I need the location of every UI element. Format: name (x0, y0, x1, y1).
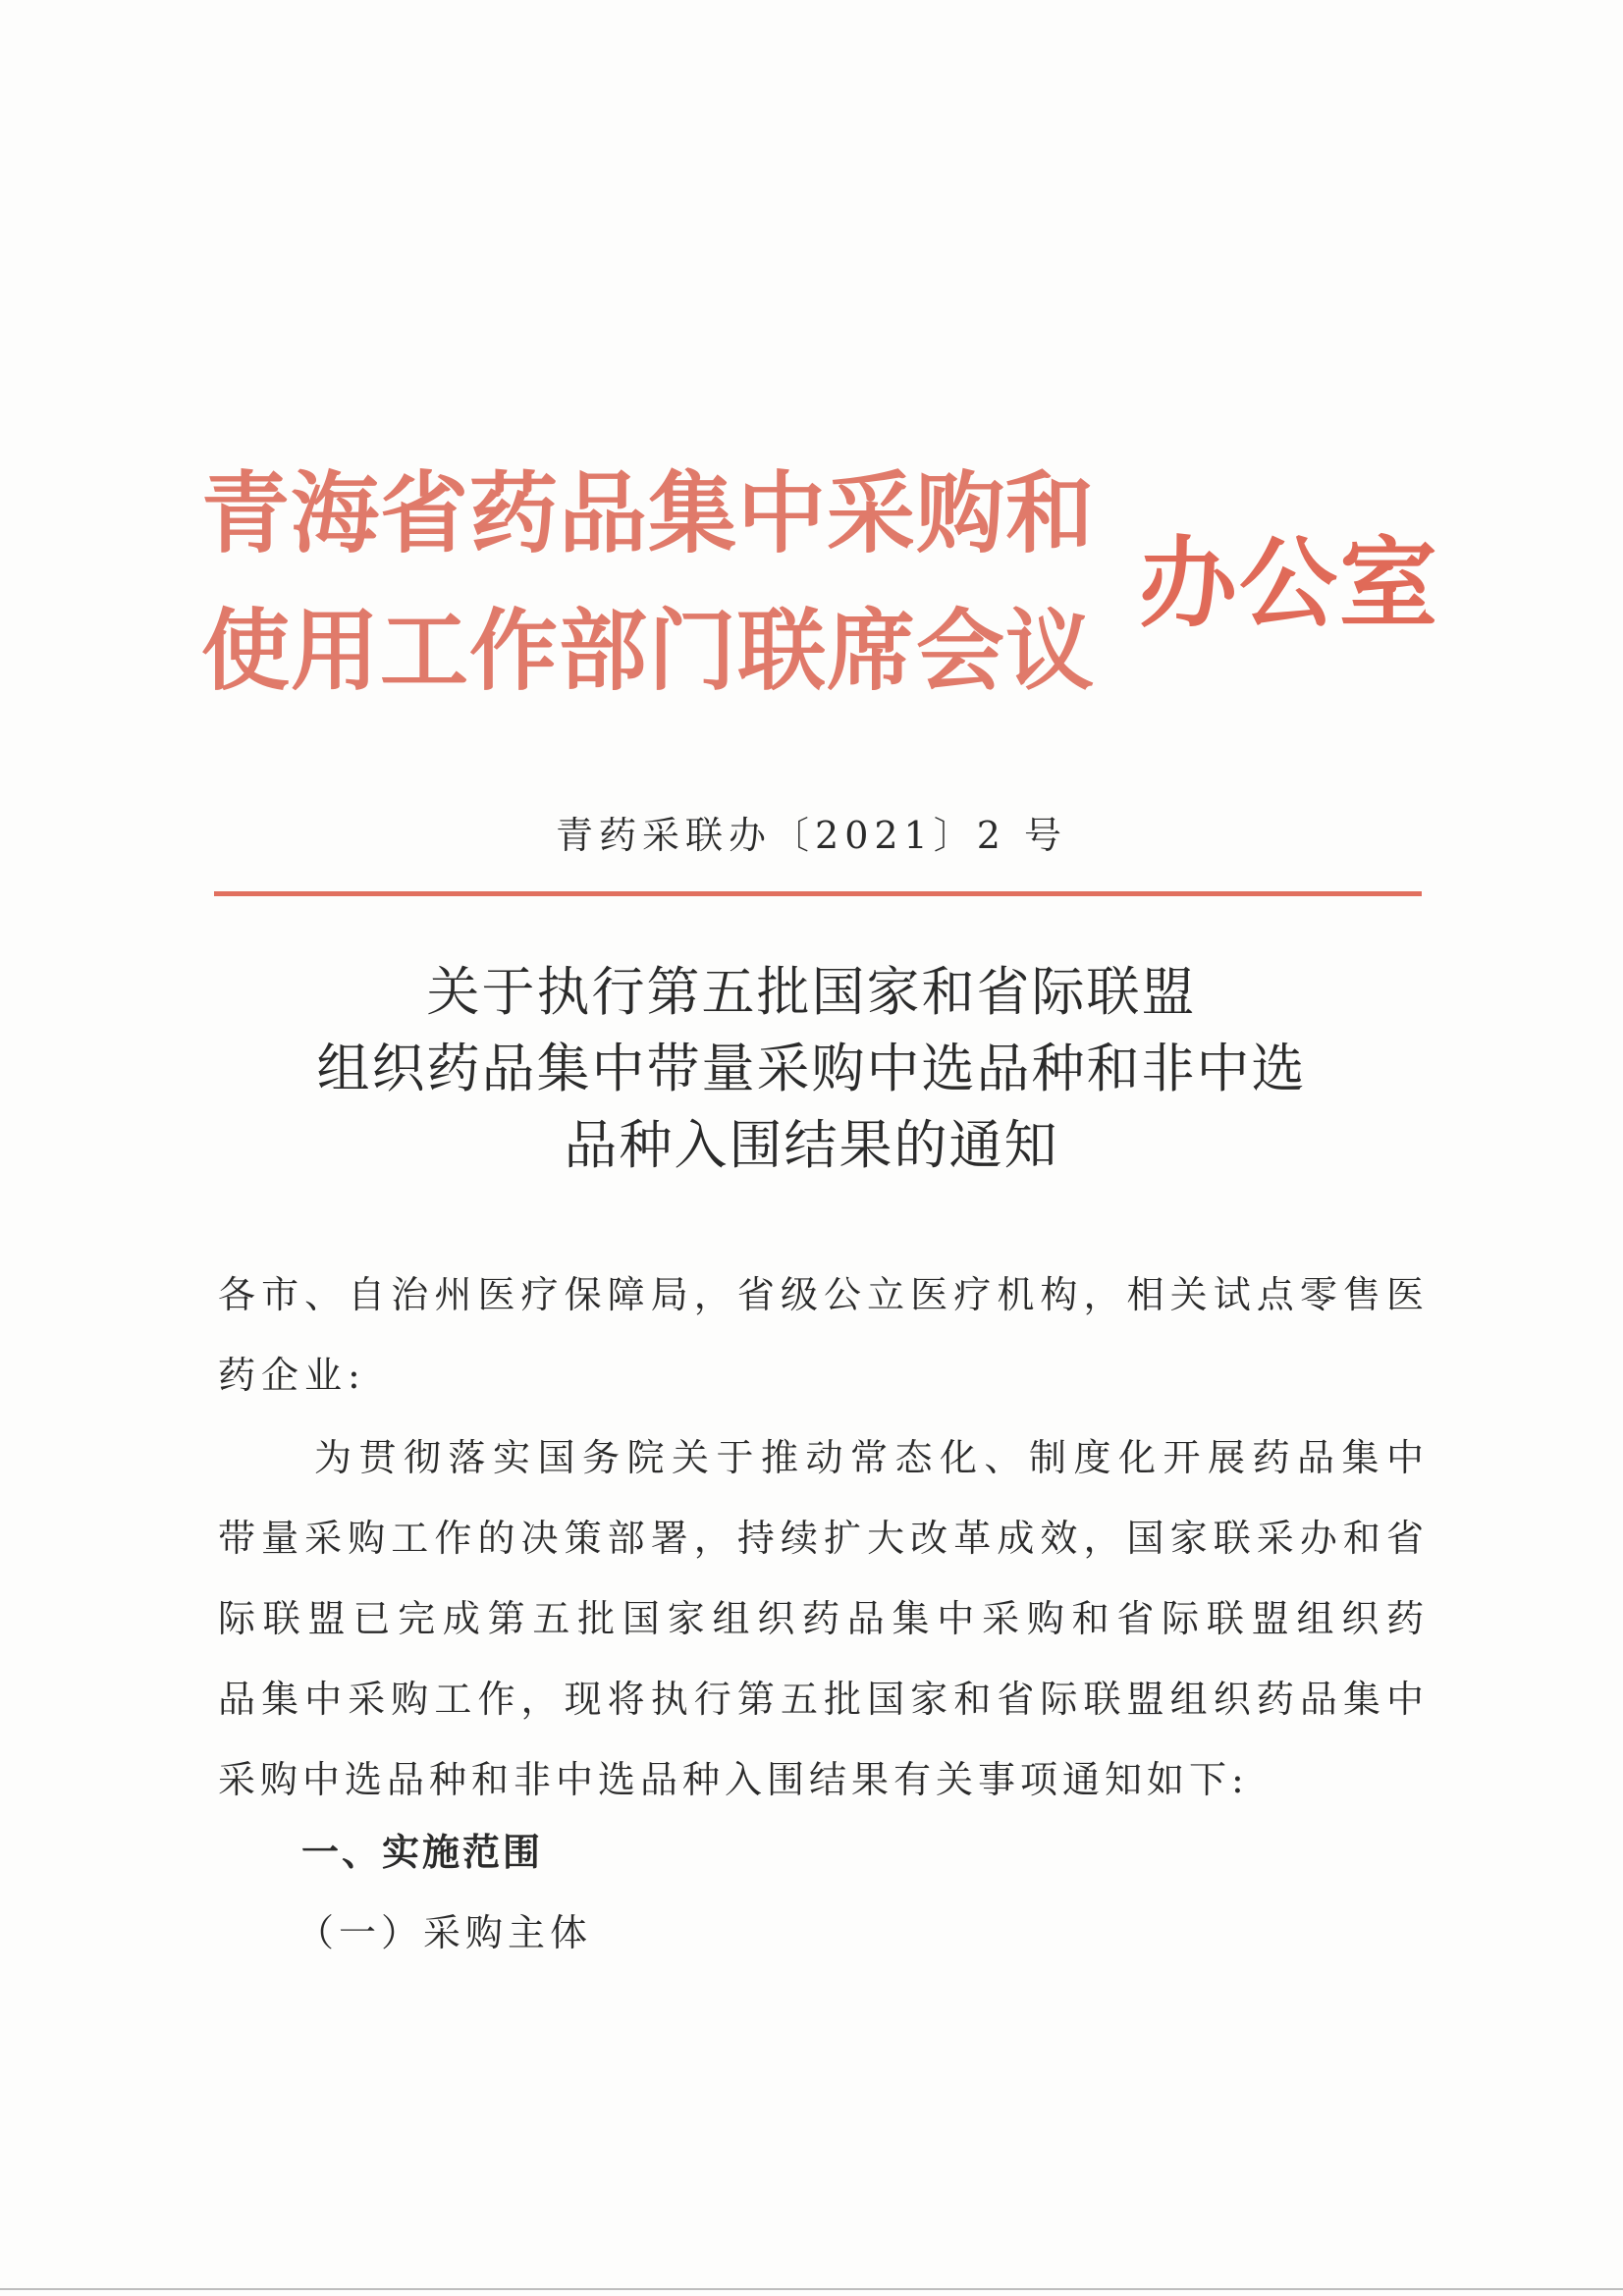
document-number: 青药采联办〔2021〕2 号 (556, 814, 1067, 857)
title-line-2: 组织药品集中带量采购中选品种和非中选 (316, 1038, 1307, 1099)
addressee-line-1: 各市、自治州医疗保障局，省级公立医疗机构，相关试点零售医 (218, 1273, 1424, 1316)
letterhead-line-1: 青海省药品集中采购和 (201, 461, 1095, 565)
paragraph-line: 采购中选品种和非中选品种入围结果有关事项通知如下: (218, 1758, 1249, 1801)
addressee-line-2: 药企业: (218, 1354, 366, 1397)
scan-edge-line (0, 2288, 1623, 2290)
section-heading: 一、实施范围 (301, 1831, 544, 1874)
document-title (0, 954, 1623, 1184)
paragraph-line: 带量采购工作的决策部署，持续扩大改革成效，国家联采办和省 (218, 1517, 1424, 1560)
title-line-3: 品种入围结果的通知 (564, 1114, 1059, 1176)
red-divider-rule (214, 891, 1422, 896)
title-line-1: 关于执行第五批国家和省际联盟 (426, 961, 1197, 1023)
letterhead (201, 454, 1468, 709)
paragraph-line: 际联盟已完成第五批国家组织药品集中采购和省际联盟组织药 (218, 1597, 1424, 1640)
subsection-heading: （一）采购主体 (297, 1911, 593, 1954)
paragraph-line: 品集中采购工作，现将执行第五批国家和省际联盟组织药品集中 (218, 1678, 1424, 1721)
letterhead-line-2: 使用工作部门联席会议 (201, 599, 1095, 703)
letterhead-office: 办公室 (1139, 525, 1439, 641)
paragraph-line: 为贯彻落实国务院关于推动常态化、制度化开展药品集中 (314, 1436, 1424, 1479)
